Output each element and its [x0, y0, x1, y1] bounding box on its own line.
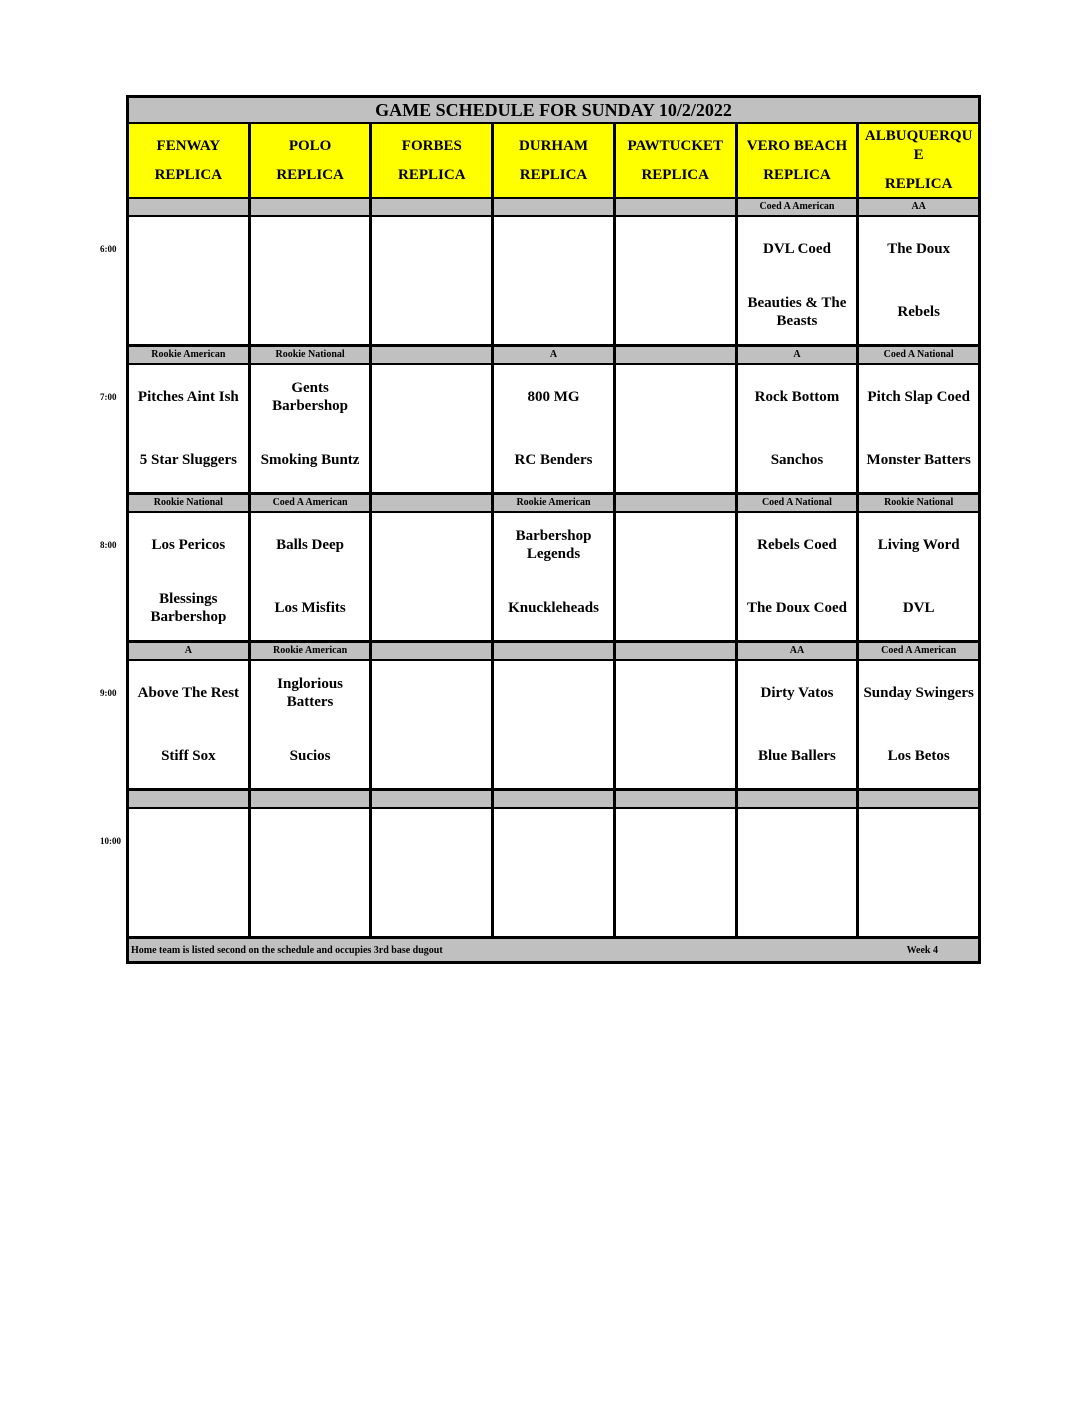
home-team: Sanchos: [770, 452, 824, 469]
field-header: [251, 124, 373, 197]
division-label: [616, 199, 738, 215]
field-header: [129, 124, 251, 197]
division-label: Coed A National: [738, 495, 860, 511]
away-team: Sunday Swingers: [863, 684, 974, 701]
division-label: [616, 495, 738, 511]
game-cell: [494, 513, 616, 640]
field-header: [738, 124, 860, 197]
away-team: [494, 809, 613, 873]
division-label: [738, 791, 860, 807]
away-team: [494, 661, 613, 725]
division-row: [129, 347, 978, 365]
away-team: Pitches Aint Ish: [137, 388, 239, 405]
game-cell: [738, 661, 860, 788]
away-team: [372, 513, 491, 577]
home-team: [372, 577, 491, 641]
game-cell: [859, 661, 978, 788]
away-team: DVL Coed: [762, 240, 831, 257]
division-label: [372, 199, 494, 215]
game-cell: [251, 217, 373, 344]
division-label: [372, 495, 494, 511]
home-team: [372, 281, 491, 345]
game-row: [129, 365, 978, 495]
division-label: Rookie National: [251, 347, 373, 363]
away-team: [616, 365, 735, 429]
field-header: [372, 124, 494, 197]
game-cell: [738, 217, 860, 344]
game-cell: [859, 809, 978, 936]
away-team: [251, 217, 370, 281]
home-team: Smoking Buntz: [260, 452, 360, 469]
game-cell: [372, 809, 494, 936]
away-team: [129, 217, 248, 281]
schedule-footer: [129, 939, 978, 961]
field-name: POLO: [288, 137, 332, 154]
field-header-row: [129, 124, 978, 199]
division-label: [616, 643, 738, 659]
division-label: [372, 791, 494, 807]
away-team: Balls Deep: [276, 536, 345, 553]
division-label: A: [129, 643, 251, 659]
game-cell: [129, 365, 251, 492]
week-label: Week 4: [906, 944, 938, 956]
game-cell: [372, 217, 494, 344]
division-label: Rookie National: [129, 495, 251, 511]
home-team: RC Benders: [514, 452, 593, 469]
field-name: ALBUQUERQUE: [864, 128, 973, 163]
home-team: [616, 281, 735, 345]
field-type: REPLICA: [763, 166, 831, 183]
game-cell: [494, 217, 616, 344]
division-label: Rookie American: [251, 643, 373, 659]
home-team: [129, 873, 248, 937]
division-label: [129, 791, 251, 807]
home-team: Knuckleheads: [508, 600, 599, 617]
game-cell: [738, 513, 860, 640]
field-type: REPLICA: [276, 166, 344, 183]
division-row: [129, 199, 978, 217]
division-label: Coed A National: [859, 347, 978, 363]
game-row: [129, 513, 978, 643]
division-label: [859, 791, 978, 807]
field-name: DURHAM: [518, 137, 589, 154]
schedule-title: GAME SCHEDULE FOR SUNDAY 10/2/2022: [129, 98, 978, 124]
home-team: 5 Star Sluggers: [139, 452, 237, 469]
away-team: [616, 661, 735, 725]
field-header: [616, 124, 738, 197]
home-team: Blue Ballers: [757, 748, 836, 765]
home-team: [129, 281, 248, 345]
home-team: [494, 725, 613, 789]
schedule-table: [126, 95, 981, 964]
game-cell: [372, 513, 494, 640]
away-team: [738, 809, 857, 873]
division-label: AA: [859, 199, 978, 215]
time-label: 8:00: [100, 540, 117, 550]
game-cell: [859, 365, 978, 492]
home-team: Monster Batters: [866, 452, 971, 469]
field-header: [494, 124, 616, 197]
division-label: [251, 791, 373, 807]
game-row: [129, 661, 978, 791]
game-cell: [251, 365, 373, 492]
home-team: [372, 725, 491, 789]
home-team: [616, 725, 735, 789]
field-name: PAWTUCKET: [627, 137, 724, 154]
time-slots: [129, 199, 978, 939]
home-team: [616, 577, 735, 641]
division-row: [129, 643, 978, 661]
game-cell: [859, 217, 978, 344]
game-cell: [129, 809, 251, 936]
division-label: Coed A American: [738, 199, 860, 215]
away-team: Barbershop Legends: [515, 527, 592, 562]
away-team: [372, 365, 491, 429]
field-type: REPLICA: [398, 166, 466, 183]
home-team: The Doux Coed: [746, 600, 847, 617]
away-team: [494, 217, 613, 281]
home-team: [859, 873, 978, 937]
home-team: [372, 429, 491, 493]
game-cell: [738, 365, 860, 492]
game-cell: [494, 365, 616, 492]
game-cell: [859, 513, 978, 640]
game-cell: [372, 365, 494, 492]
division-label: Coed A American: [251, 495, 373, 511]
division-label: [129, 199, 251, 215]
division-label: Rookie National: [859, 495, 978, 511]
game-cell: [738, 809, 860, 936]
field-name: FORBES: [401, 137, 462, 154]
home-team: Sucios: [289, 748, 331, 765]
away-team: Pitch Slap Coed: [867, 388, 970, 405]
time-label: 10:00: [100, 836, 121, 846]
game-cell: [494, 809, 616, 936]
time-label: 6:00: [100, 244, 117, 254]
field-name: VERO BEACH: [746, 137, 848, 154]
field-header: [859, 124, 978, 197]
division-label: [494, 199, 616, 215]
game-cell: [251, 661, 373, 788]
field-type: REPLICA: [154, 166, 223, 183]
away-team: Gents Barbershop: [272, 379, 348, 414]
home-team: [494, 281, 613, 345]
division-row: [129, 495, 978, 513]
home-team: Stiff Sox: [161, 748, 216, 765]
away-team: Living Word: [877, 536, 960, 553]
division-label: [494, 791, 616, 807]
away-team: 800 MG: [527, 388, 580, 405]
division-label: [616, 791, 738, 807]
away-team: Inglorious Batters: [277, 675, 343, 710]
game-cell: [616, 661, 738, 788]
home-team: Blessings Barbershop: [150, 591, 227, 626]
game-cell: [372, 661, 494, 788]
home-team: Los Misfits: [274, 600, 346, 617]
game-cell: [251, 809, 373, 936]
game-cell: [129, 661, 251, 788]
game-cell: [129, 513, 251, 640]
home-team: Los Betos: [887, 748, 950, 765]
division-label: AA: [738, 643, 860, 659]
field-type: REPLICA: [519, 166, 588, 183]
division-label: [494, 643, 616, 659]
away-team: [372, 809, 491, 873]
away-team: Rebels Coed: [757, 536, 837, 553]
time-label: 7:00: [100, 392, 117, 402]
field-name: FENWAY: [156, 137, 221, 154]
field-type: REPLICA: [641, 166, 709, 183]
division-label: Coed A American: [859, 643, 978, 659]
away-team: [129, 809, 248, 873]
away-team: Dirty Vatos: [760, 684, 834, 701]
away-team: [616, 809, 735, 873]
away-team: [859, 809, 978, 873]
away-team: [616, 513, 735, 577]
division-label: [251, 199, 373, 215]
away-team: The Doux: [887, 240, 951, 257]
away-team: [372, 217, 491, 281]
away-team: [251, 809, 370, 873]
field-type: REPLICA: [884, 176, 953, 192]
home-team-note: Home team is listed second on the schedule and occupies 3rd base dugout: [131, 944, 443, 956]
home-team: [372, 873, 491, 937]
division-label: A: [494, 347, 616, 363]
game-row: [129, 217, 978, 347]
game-cell: [129, 217, 251, 344]
game-cell: [616, 217, 738, 344]
game-cell: [616, 513, 738, 640]
home-team: [616, 873, 735, 937]
game-cell: [616, 365, 738, 492]
home-team: [251, 873, 370, 937]
game-row: [129, 809, 978, 939]
division-row: [129, 791, 978, 809]
away-team: Los Pericos: [151, 536, 226, 553]
home-team: Beauties & The Beasts: [747, 295, 847, 330]
division-label: [616, 347, 738, 363]
game-cell: [494, 661, 616, 788]
away-team: Rock Bottom: [754, 388, 840, 405]
home-team: DVL: [902, 600, 935, 617]
home-team: [494, 873, 613, 937]
away-team: [616, 217, 735, 281]
away-team: [372, 661, 491, 725]
home-team: [251, 281, 370, 345]
division-label: Rookie American: [129, 347, 251, 363]
away-team: Above The Rest: [137, 684, 240, 701]
game-cell: [616, 809, 738, 936]
time-label: 9:00: [100, 688, 117, 698]
home-team: Rebels: [897, 304, 940, 321]
game-cell: [251, 513, 373, 640]
division-label: A: [738, 347, 860, 363]
division-label: [372, 643, 494, 659]
division-label: [372, 347, 494, 363]
home-team: [616, 429, 735, 493]
division-label: Rookie American: [494, 495, 616, 511]
home-team: [738, 873, 857, 937]
